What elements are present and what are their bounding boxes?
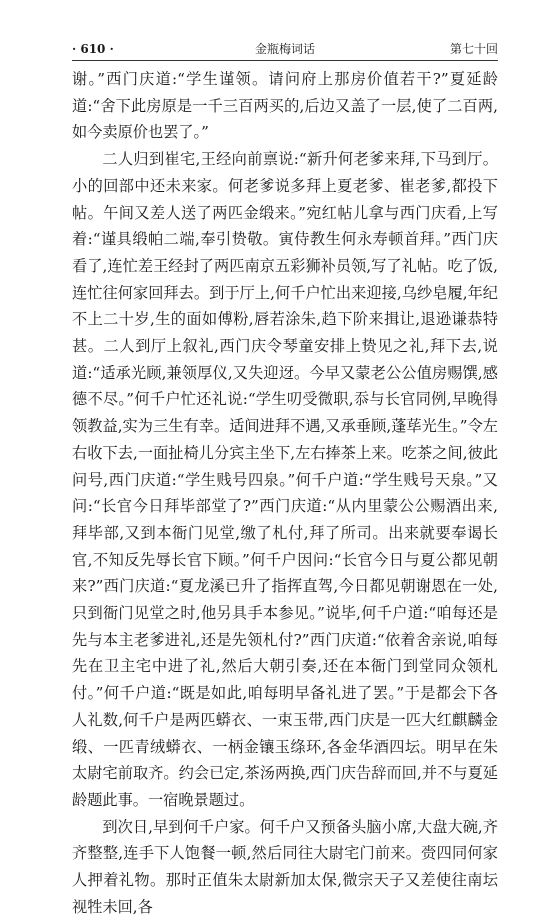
chapter-title: 第七十回 <box>449 42 498 56</box>
paragraph-3: 到次日,早到何千户家。何千户又预备头脑小席,大盘大碗,齐齐整整,连手下人饱餐一顿,然后同往大尉宅门前来。赍四同何家人押着礼物。那时正值朱太尉新加太保,微宗天子又差使往南坛视牲未回,各 <box>72 817 498 916</box>
paragraph-2: 二人归到崔宅,王经向前禀说:“新升何老爹来拜,下马到厅。小的回部中还未来家。何老爹说多拜上夏老爹、崔老爹,都投下帖。午间又差人送了两匹金缎来。”宛红帖儿拿与西门庆看,上写着:“谨具缎帕二端,奉引贽敬。寅侍教生何永寿顿首拜。”西门庆看了,连忙差王经封了两匹南京五彩狮补员领,写了礼帖。吃了饭,连忙往何家回拜去。到于厅上,何千户忙出来迎接,乌纱皂履,年纪不上二十岁,生的面如傅粉,唇若涂朱,趋下阶来揖让,退逊谦恭特甚。二人到厅上叙礼,西门庆令琴童安排上贽见之礼,拜下去,说道:“适承光顾,兼领厚仪,又失迎迓。今早又蒙老公公值房赐馔,感德不尽。”何千户忙还礼说:“学生叨受微职,忝与长官同例,早晚得领教益,实为三生有幸。适间进拜不遇,又承垂顾,蓬荜光生。”令左右收下去,一面扯椅儿分宾主坐下,左右捧茶上来。吃茶之间,彼此问号,西门庆道:“学生贱号四泉。”何千户道:“学生贱号天泉。”又问:“长官今日拜毕部堂了?”西门庆道:“从内里蒙公公赐酒出来,拜毕部,又到本衙门见堂,缴了札付,拜了所司。出来就要奉谒长官,不知反先辱长官下顾。”何千户因问:“长官今日与夏公都见朝来?”西门庆道:“夏龙溪已升了指挥直驾,今日都见朝谢恩在一处,只到衙门见堂之时,他另具手本参见。”说毕,何千户道:“咱每还是先与本主老爹进礼,还是先领札付?”西门庆道:“依着舍亲说,咱每先在卫主宅中进了礼,然后大朝引奏,还在本衙门到堂同众领札付。”何千户道:“既是如此,咱每明早备礼进了罢。”于是都会下各人礼数,何千户是两匹蟒衣、一束玉带,西门庆是一匹大红麒麟金缎、一匹青绒蟒衣、一柄金镶玉绦环,各金华酒四坛。明早在朱太尉宅前取齐。约会已定,茶汤两换,西门庆告辞而回,并不与夏延龄题此事。一宿晚景题过。 <box>72 150 498 809</box>
page-number: · 610 · <box>72 42 114 56</box>
body-text <box>72 66 498 916</box>
book-title: 金瓶梅词话 <box>254 42 315 56</box>
running-header <box>72 40 498 58</box>
paragraph-1: 谢。”西门庆道:“学生谨领。请问府上那房价值若干?”夏延龄道:“舍下此房原是一千三百两买的,后边又盖了一层,使了二百两,如今卖原价也罢了。” <box>72 70 498 142</box>
header-rule <box>72 60 498 61</box>
